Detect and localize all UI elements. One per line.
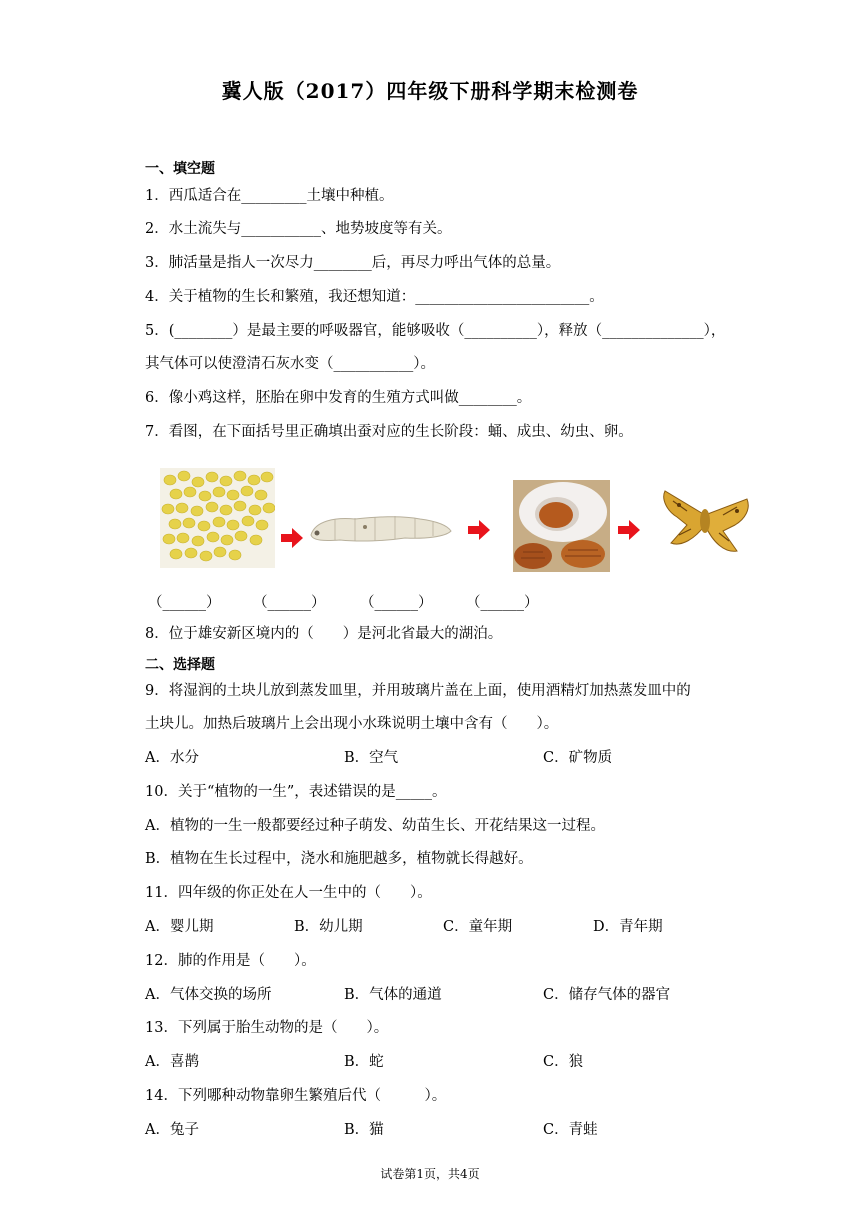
question-5-line-2: 其气体可以使澄清石灰水变（___________）。 [145,356,435,372]
q10-option-b[interactable]: B．植物在生长过程中，浇水和施肥越多，植物就长得越好。 [145,851,533,867]
question-14: 14．下列哪种动物靠卵生繁殖后代（ ）。 [145,1088,447,1104]
question-4: 4．关于植物的生长和繁殖，我还想知道：________________________。 [145,289,604,305]
section-heading-fill-in: 一、填空题 [145,161,215,177]
question-2: 2．水土流失与___________、地势坡度等有关。 [145,221,452,237]
question-9-line-1: 9．将湿润的土块儿放到蒸发皿里，并用玻璃片盖在上面，使用酒精灯加热蒸发皿中的 [145,683,691,699]
answer-blank-4[interactable]: （______） [466,595,539,611]
q14-option-c[interactable]: C．青蛙 [543,1122,598,1138]
question-13: 13．下列属于胎生动物的是（ ）。 [145,1020,389,1036]
arrow-right-icon [281,528,303,548]
q11-option-d[interactable]: D．青年期 [593,919,663,935]
page-title: 冀人版（2017）四年级下册科学期末检测卷 [221,79,639,103]
q9-option-a[interactable]: A．水分 [145,750,199,766]
q10-option-a[interactable]: A．植物的一生一般都要经过种子萌发、幼苗生长、开花结果这一过程。 [145,818,605,834]
question-10: 10．关于“植物的一生”，表述错误的是_____。 [145,784,447,800]
question-5-line-1: 5．(________）是最主要的呼吸器官，能够吸收（__________），释放（______________）， [145,323,726,339]
question-7: 7．看图，在下面括号里正确填出蚕对应的生长阶段：蛹、成虫、幼虫、卵。 [145,424,633,440]
q13-option-c[interactable]: C．狼 [543,1054,584,1070]
answer-blank-3[interactable]: （______） [360,595,433,611]
section-heading-choice: 二、选择题 [145,657,215,673]
q13-option-a[interactable]: A．喜鹊 [145,1054,199,1070]
q11-option-c[interactable]: C．童年期 [443,919,513,935]
q14-option-a[interactable]: A．兔子 [145,1122,199,1138]
q9-option-c[interactable]: C．矿物质 [543,750,613,766]
q13-option-b[interactable]: B．蛇 [344,1054,384,1070]
arrow-right-icon [618,520,640,540]
arrow-right-icon [468,520,490,540]
question-11: 11．四年级的你正处在人一生中的（ ）。 [145,885,432,901]
q9-option-b[interactable]: B．空气 [344,750,399,766]
q14-option-b[interactable]: B．猫 [344,1122,384,1138]
q12-option-b[interactable]: B．气体的通道 [344,987,442,1003]
answer-blank-2[interactable]: （______） [253,595,326,611]
silkworm-pupa-image [513,480,610,572]
silkworm-moth-image [657,485,753,555]
q11-option-a[interactable]: A．婴儿期 [145,919,214,935]
question-3: 3．肺活量是指人一次尽力________后，再尽力呼出气体的总量。 [145,255,561,271]
answer-blank-1[interactable]: （______） [148,595,221,611]
page-footer: 试卷第1页，共4页 [380,1167,480,1181]
question-9-line-2: 土块儿。加热后玻璃片上会出现小水珠说明土壤中含有（ ）。 [145,716,559,732]
q11-option-b[interactable]: B．幼儿期 [294,919,363,935]
question-6: 6．像小鸡这样，胚胎在卵中发育的生殖方式叫做________。 [145,390,532,406]
question-12: 12．肺的作用是（ ）。 [145,953,316,969]
q12-option-a[interactable]: A．气体交换的场所 [145,987,272,1003]
silkworm-larva-image [305,505,455,550]
question-1: 1．西瓜适合在_________土壤中种植。 [145,188,394,204]
silkworm-eggs-image [160,468,275,568]
q12-option-c[interactable]: C．储存气体的器官 [543,987,671,1003]
question-8: 8．位于雄安新区境内的（ ）是河北省最大的湖泊。 [145,626,503,642]
